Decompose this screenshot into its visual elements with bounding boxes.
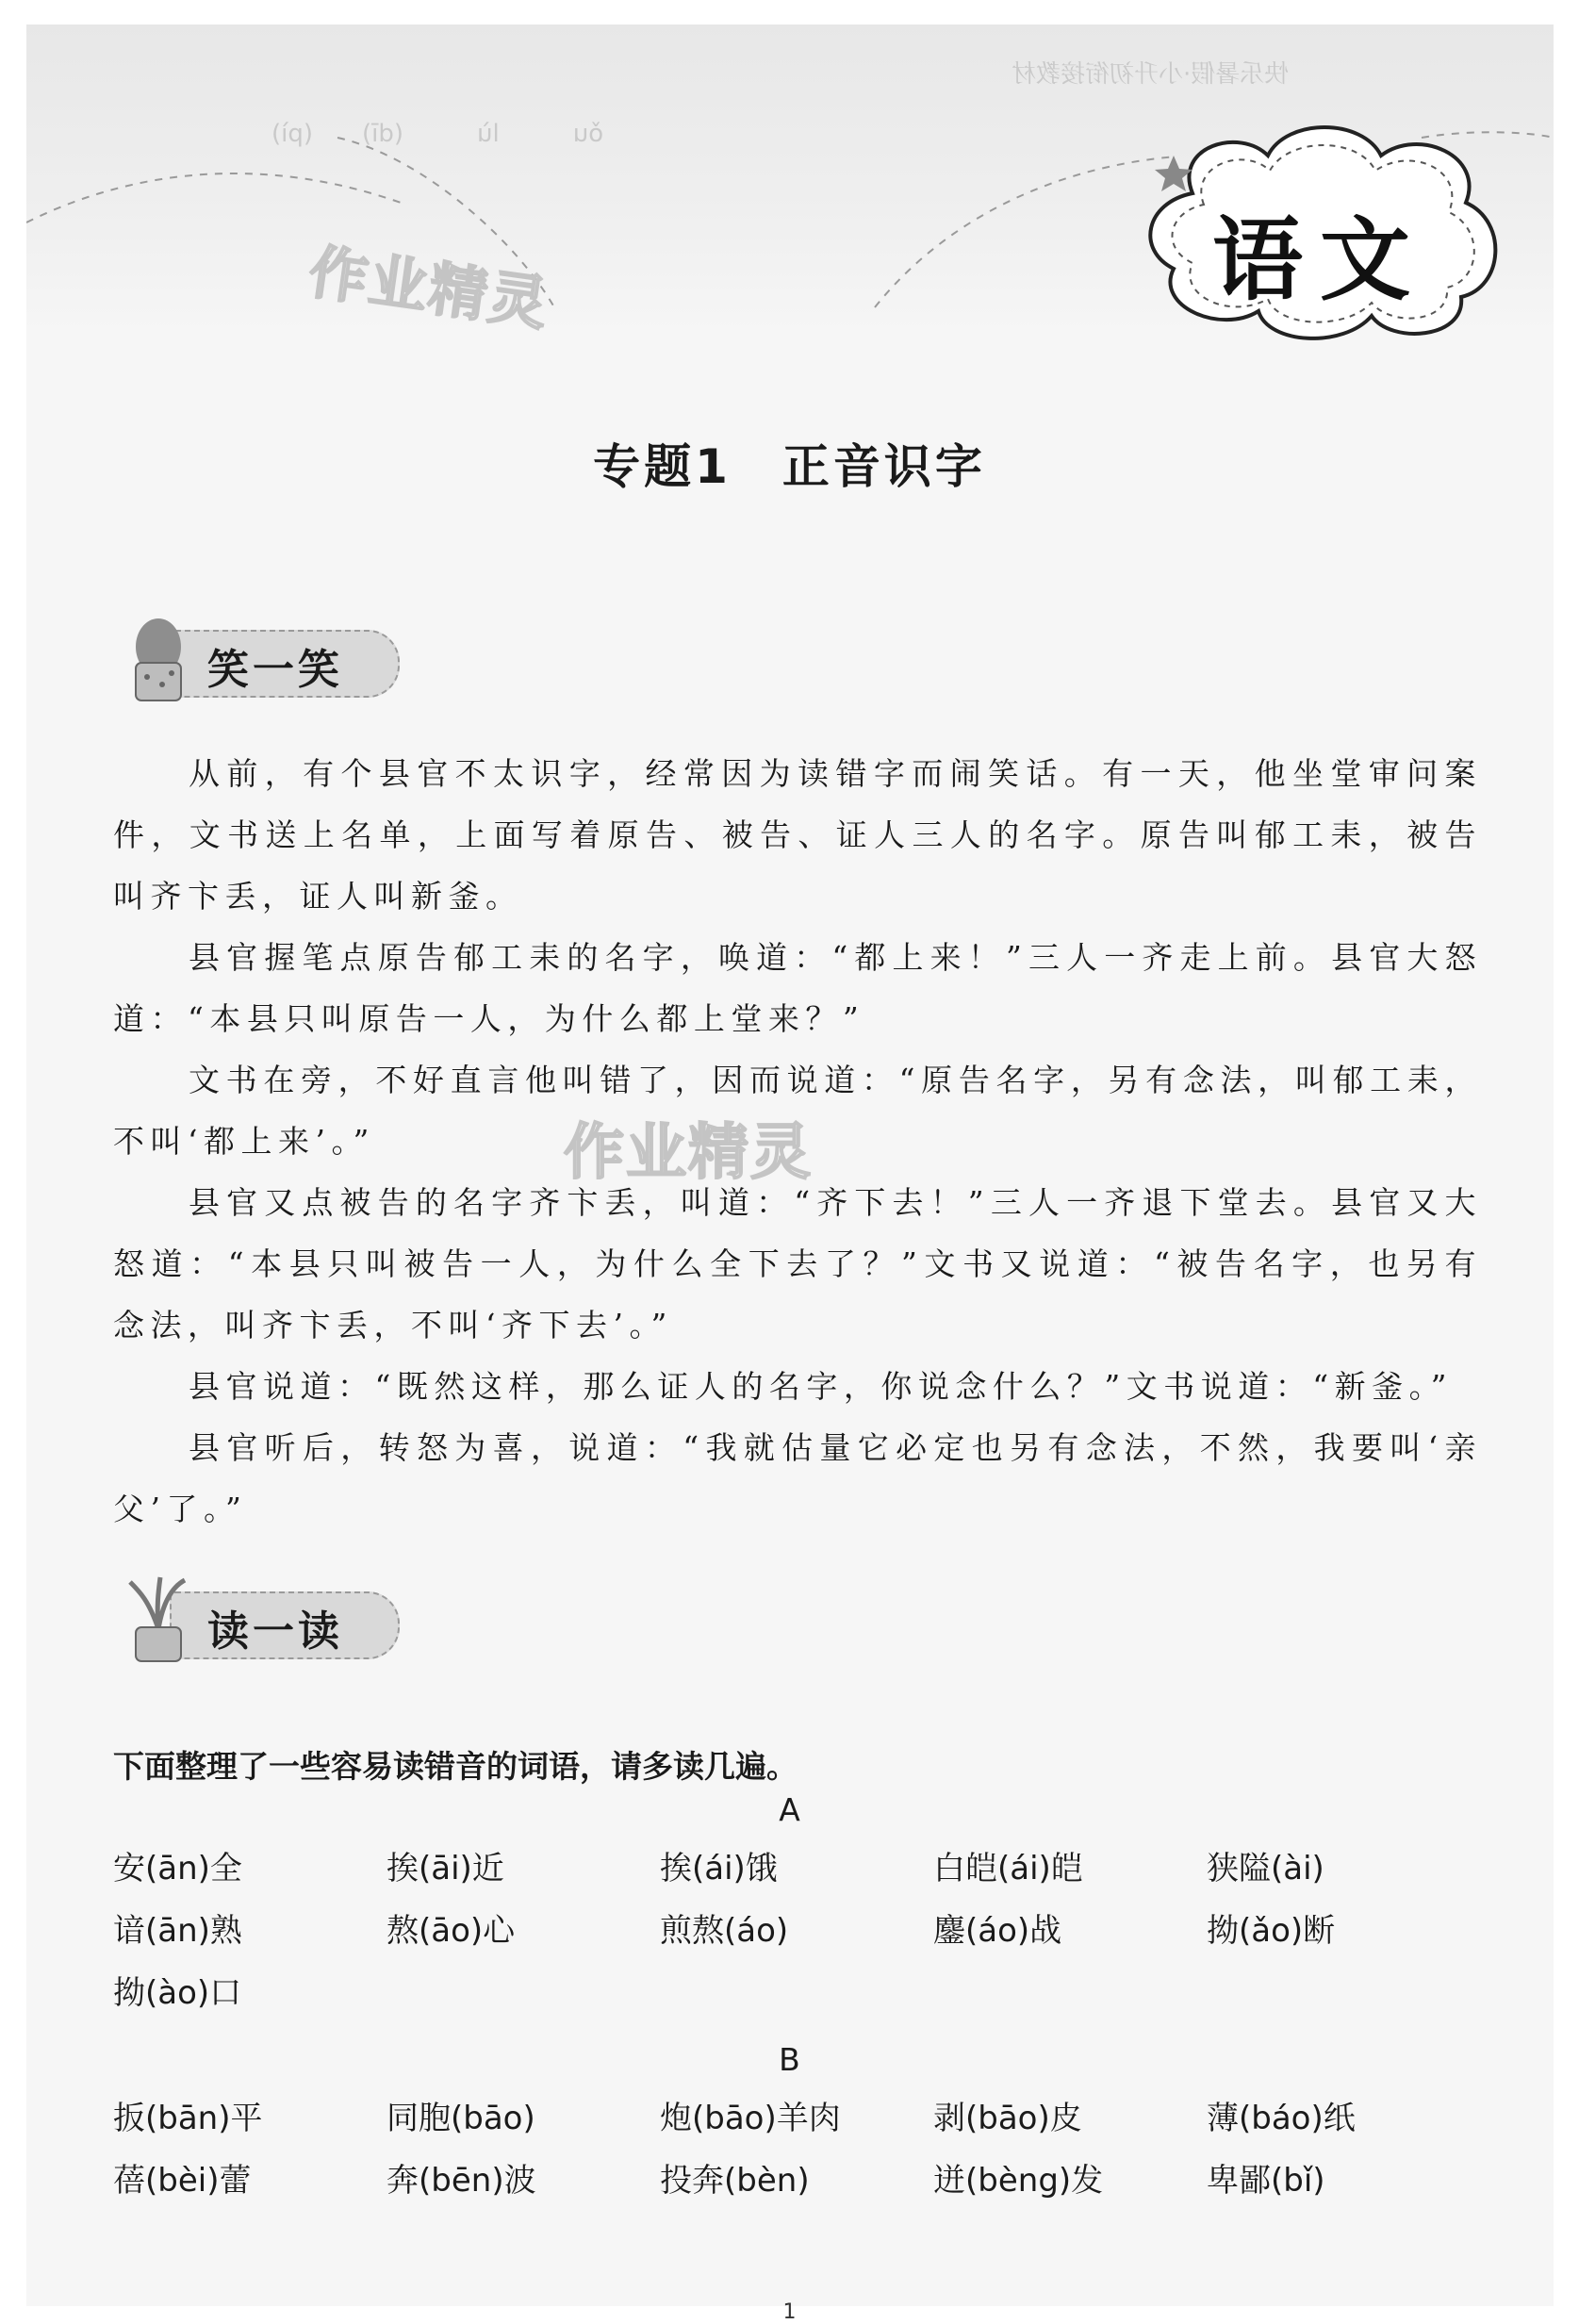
word-grid-b	[113, 2084, 1527, 2208]
watermark-logo: 作业精灵	[564, 1118, 813, 1188]
word-item: 同胞(bāo)	[387, 2099, 535, 2137]
word-item: 薄(báo)纸	[1207, 2099, 1356, 2137]
word-item: 鏖(áo)战	[933, 1911, 1062, 1950]
group-letter-b: B	[779, 2041, 800, 2078]
word-row	[113, 1834, 1527, 1896]
show-through-text: 快乐暑假·小升初衔接教材	[1012, 60, 1290, 89]
word-item: 剥(bāo)皮	[933, 2099, 1082, 2137]
word-item: 卑鄙(bǐ)	[1207, 2161, 1325, 2200]
show-through-text: ǒu lù (dī) (pì)	[271, 120, 604, 148]
word-item: 煎熬(áo)	[660, 1911, 789, 1950]
word-item: 蓓(bèi)蕾	[113, 2161, 252, 2200]
word-item: 投奔(bèn)	[660, 2161, 810, 2200]
word-row	[113, 2146, 1527, 2208]
word-item: 拗(ào)口	[113, 1973, 242, 2012]
page-number: 1	[782, 2300, 797, 2324]
word-item: 扳(bān)平	[113, 2099, 263, 2137]
word-row	[113, 2084, 1527, 2146]
word-item: 白皑(ái)皑	[933, 1849, 1083, 1887]
story-paragraph: 县官握笔点原告郁工耒的名字，唤道：“都上来！”三人一齐走上前。县官大怒道：“本县只叫原告一人，为什么都上堂来？”	[113, 939, 1482, 1037]
word-item: 迸(bèng)发	[933, 2161, 1104, 2200]
word-row	[113, 1896, 1527, 1958]
section-header-laugh	[113, 603, 415, 707]
word-item: 狭隘(ài)	[1207, 1849, 1324, 1887]
word-item: 安(ān)全	[113, 1849, 242, 1887]
word-item: 挨(ái)饿	[660, 1849, 778, 1887]
section-label: 笑一笑	[207, 646, 343, 694]
word-row	[113, 1958, 1527, 2020]
section-label: 读一读	[207, 1607, 343, 1656]
word-item: 炮(bāo)羊肉	[660, 2099, 841, 2137]
plant-icon	[121, 1573, 196, 1667]
word-item: 奔(bēn)波	[387, 2161, 536, 2200]
story-paragraph: 县官又点被告的名字齐卞丢，叫道：“齐下去！”三人一齐退下堂去。县官又大怒道：“本县只叫被告一人，为什么全下去了？”文书又说道：“被告名字，也另有念法，叫齐卞丢，不叫‘齐下去’。”	[113, 1184, 1482, 1343]
word-item: 熬(āo)心	[387, 1911, 516, 1950]
story-paragraph: 从前，有个县官不太识字，经常因为读错字而闹笑话。有一天，他坐堂审问案件，文书送上名单，上面写着原告、被告、证人三人的名字。原告叫郁工耒，被告叫齐卞丢，证人叫新釜。	[113, 755, 1482, 915]
exercise-instruction: 下面整理了一些容易读错音的词语，请多读几遍。	[113, 1748, 798, 1785]
story-paragraph: 文书在旁，不好直言他叫错了，因而说道：“原告名字，另有念法，叫郁工耒，不叫‘都上来’。”	[113, 1062, 1482, 1160]
cactus-icon	[121, 611, 196, 705]
subject-title: 语文	[1212, 207, 1427, 313]
word-item: 挨(āi)近	[387, 1849, 504, 1887]
chapter-title: 专题1 正音识字	[593, 439, 986, 494]
word-item: 谙(ān)熟	[113, 1911, 242, 1950]
watermark-logo: 作业精灵	[304, 237, 554, 339]
story-paragraph: 县官听后，转怒为喜，说道：“我就估量它必定也另有念法，不然，我要叫‘亲父’了。”	[113, 1429, 1482, 1527]
section-header-read	[113, 1565, 415, 1669]
story-text	[113, 743, 1482, 1540]
story-paragraph: 县官说道：“既然这样，那么证人的名字，你说念什么？”文书说道：“新釜。”	[189, 1368, 1453, 1405]
group-letter-a: A	[779, 1791, 800, 1828]
word-item: 拗(ǎo)断	[1207, 1911, 1336, 1950]
word-grid-a	[113, 1834, 1527, 2020]
